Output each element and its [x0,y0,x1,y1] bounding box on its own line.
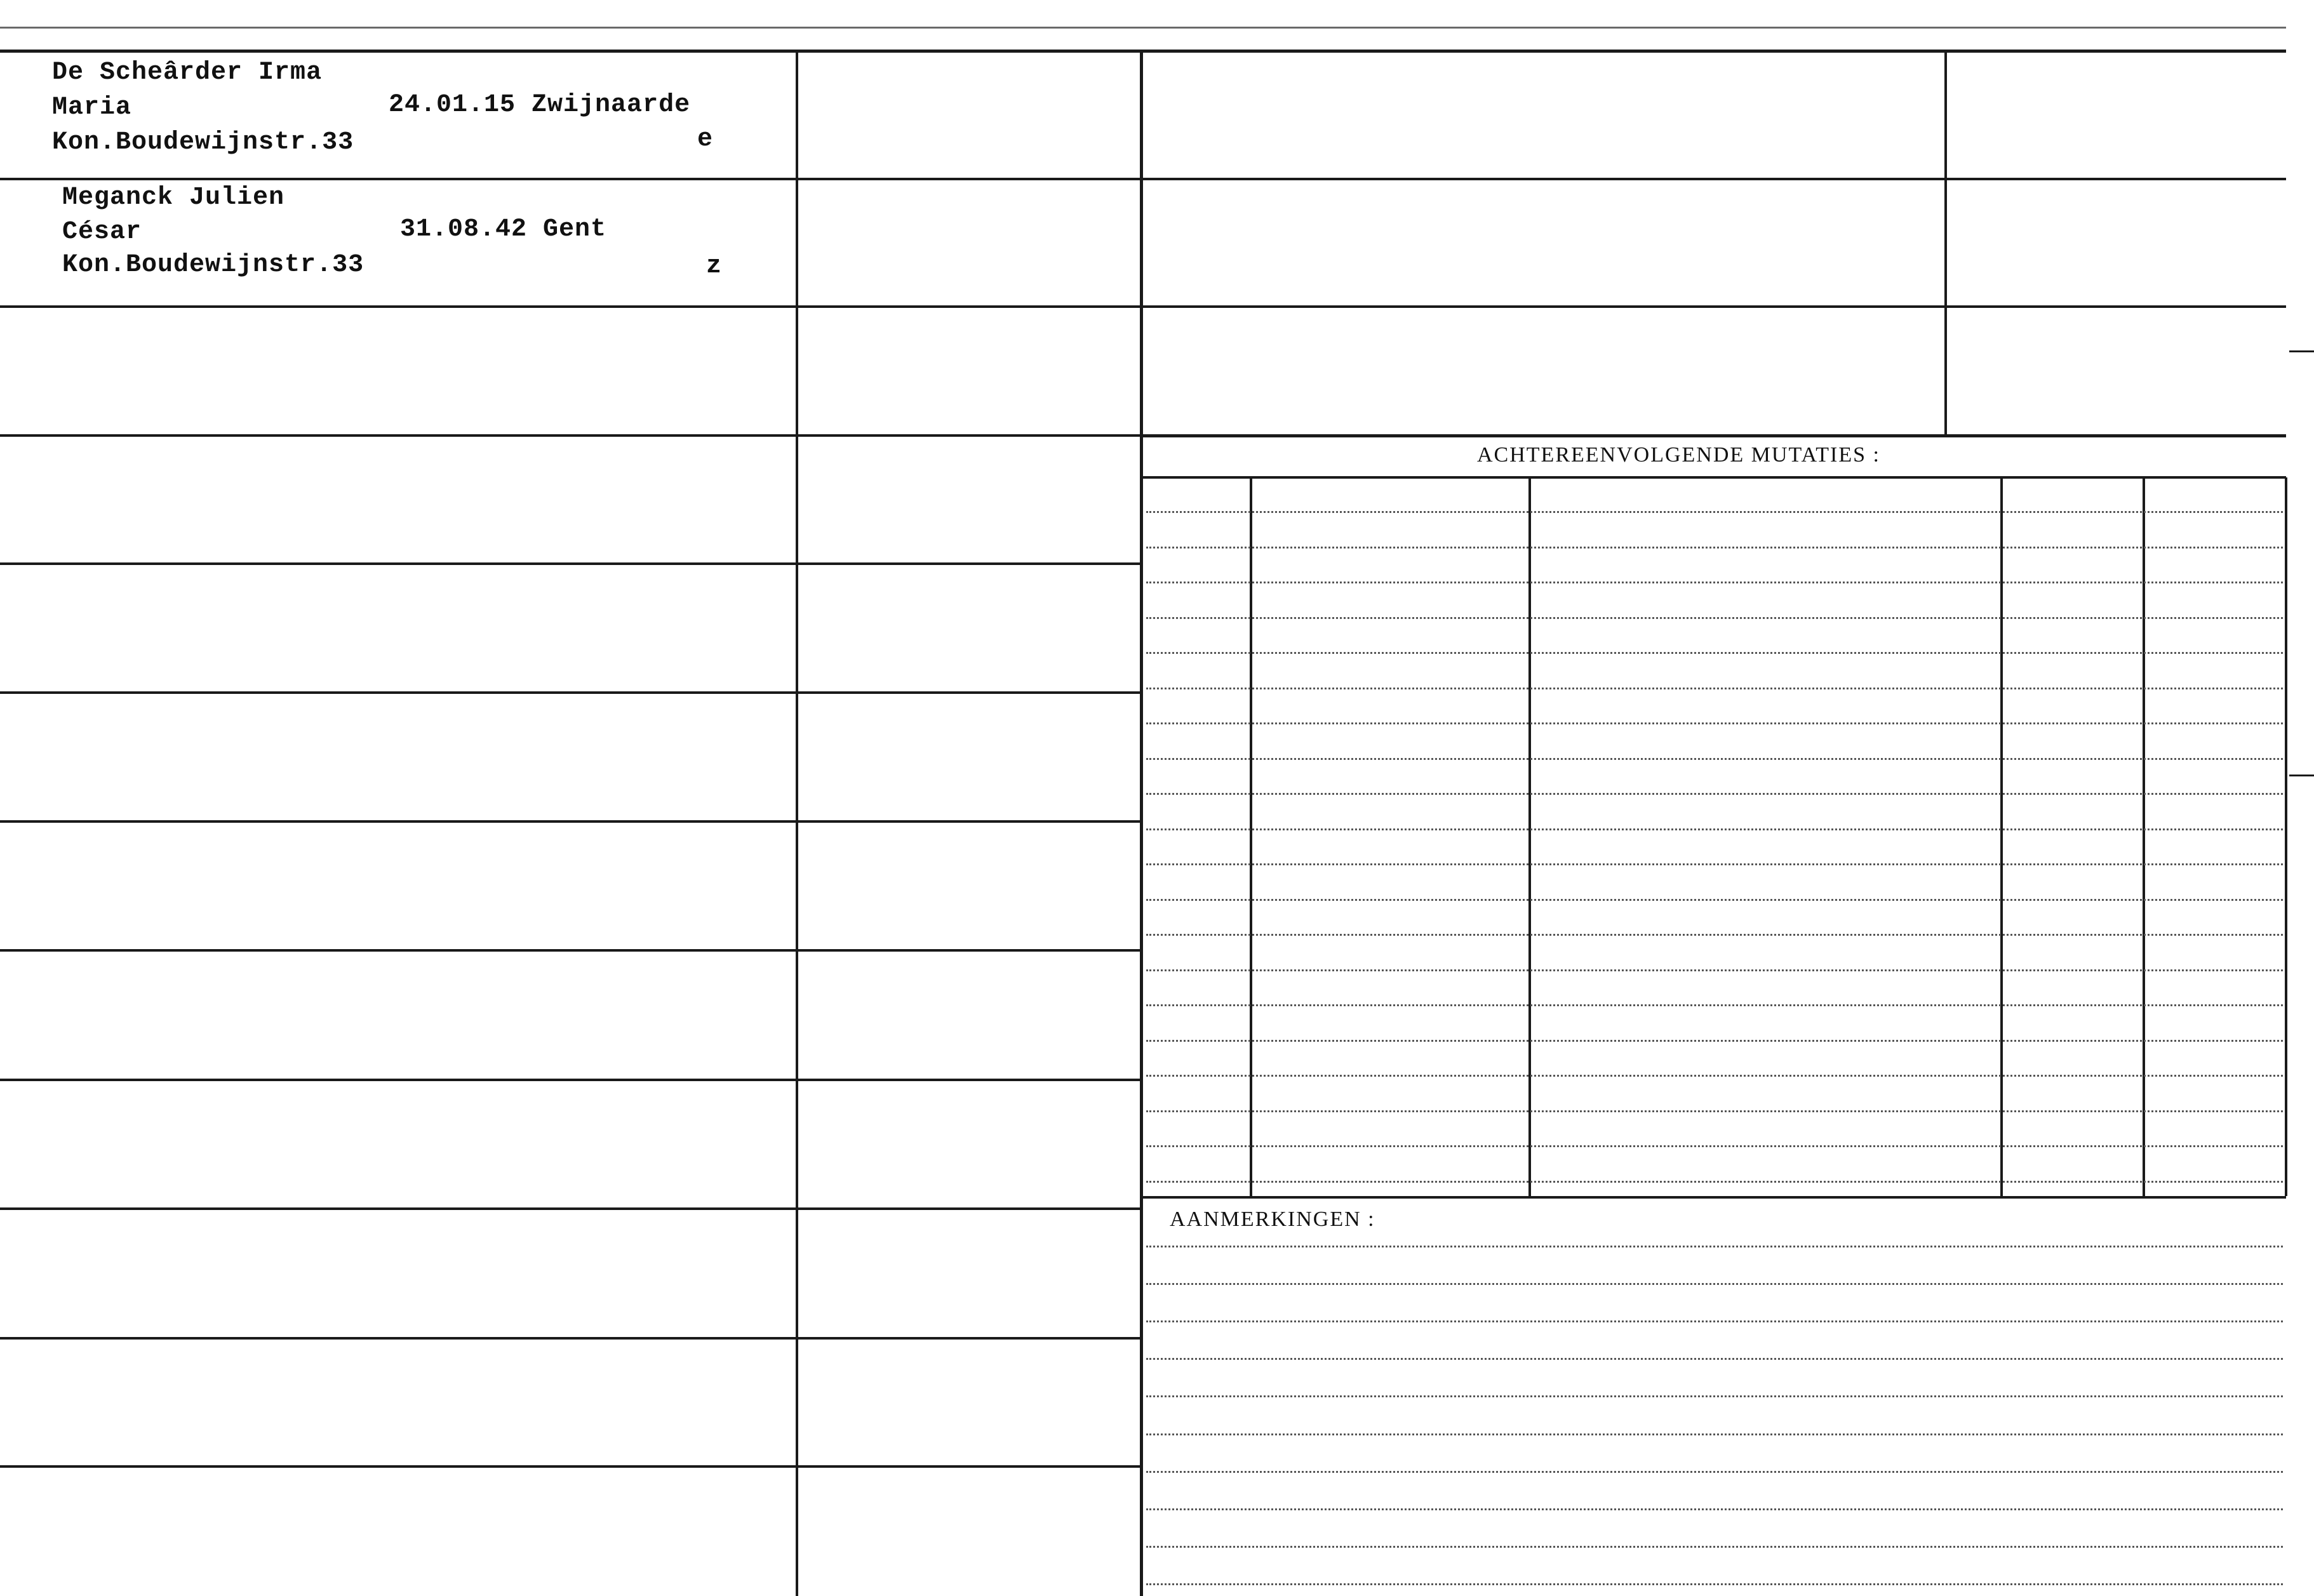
mutation-row-line [1146,1145,2283,1147]
remark-line [1146,1471,2283,1473]
mutation-row-line [1146,863,2283,865]
mutations-header: ACHTEREENVOLGENDE MUTATIES : [1477,443,1880,467]
mutation-row-line [1146,899,2283,901]
register-row-line [0,820,1143,823]
mutation-row-line [1146,934,2283,936]
mutations-col-4 [2143,477,2145,1196]
mutation-row-line [1146,969,2283,971]
mutation-row-line [1146,511,2283,513]
record-1-birth: 24.01.15 Zwijnaarde [389,91,691,119]
right-row-line-1 [1143,178,2286,180]
record-2-code: z [706,252,723,281]
remark-line [1146,1320,2283,1322]
mutation-row-line [1146,547,2283,549]
mutations-col-3 [2000,477,2003,1196]
mutations-col-2 [1528,477,1531,1196]
register-row-line [0,691,1143,694]
record-1-first-names: Maria [52,93,132,122]
column-divider-2 [1140,51,1143,1596]
remark-line [1146,1246,2283,1247]
mutations-table-top [1143,476,2286,479]
mutation-row-line [1146,582,2283,583]
register-row-line [0,305,1143,308]
register-row-line [0,1079,1143,1081]
record-2-first-names: César [62,218,142,246]
remark-line [1146,1508,2283,1510]
mutation-row-line [1146,1110,2283,1112]
mutation-row-line [1146,688,2283,689]
mutation-row-line [1146,793,2283,795]
register-row-line [0,178,1143,180]
mutation-row-line [1146,1075,2283,1077]
remark-line [1146,1583,2283,1585]
register-row-line [0,949,1143,952]
margin-tick-1 [2289,350,2314,352]
record-1-address: Kon.Boudewijnstr.33 [52,128,354,157]
right-row-line-3 [1143,434,2286,437]
mutation-row-line [1146,722,2283,724]
mutation-row-line [1146,1040,2283,1042]
mutation-row-line [1146,1181,2283,1183]
column-divider-1 [796,51,798,1596]
top-border [0,27,2286,29]
mutation-row-line [1146,1004,2283,1006]
margin-tick-2 [2289,775,2314,776]
remark-line [1146,1433,2283,1435]
mutation-row-line [1146,652,2283,654]
record-1-code: e [697,125,714,154]
register-row-line [0,562,1143,565]
mutations-table-bottom [1143,1196,2286,1199]
mutations-col-5 [2285,477,2287,1196]
column-divider-3 [1944,51,1947,435]
remark-line [1146,1395,2283,1397]
remark-line [1146,1283,2283,1285]
record-2-address: Kon.Boudewijnstr.33 [62,251,364,279]
register-row-line [0,434,1143,437]
right-row-line-2 [1143,305,2286,308]
remark-line [1146,1358,2283,1360]
top-frame-line [0,50,2286,53]
mutations-col-1 [1250,477,1252,1196]
record-2-name: Meganck Julien [62,183,285,212]
mutation-row-line [1146,828,2283,830]
register-row-line [0,1465,1143,1468]
mutation-row-line [1146,758,2283,760]
mutation-row-line [1146,617,2283,619]
register-row-line [0,1337,1143,1340]
remark-line [1146,1546,2283,1548]
record-2-birth: 31.08.42 Gent [400,215,607,244]
remarks-header: AANMERKINGEN : [1170,1207,1375,1231]
register-row-line [0,1207,1143,1210]
record-1-name: De Scheârder Irma [52,58,323,87]
